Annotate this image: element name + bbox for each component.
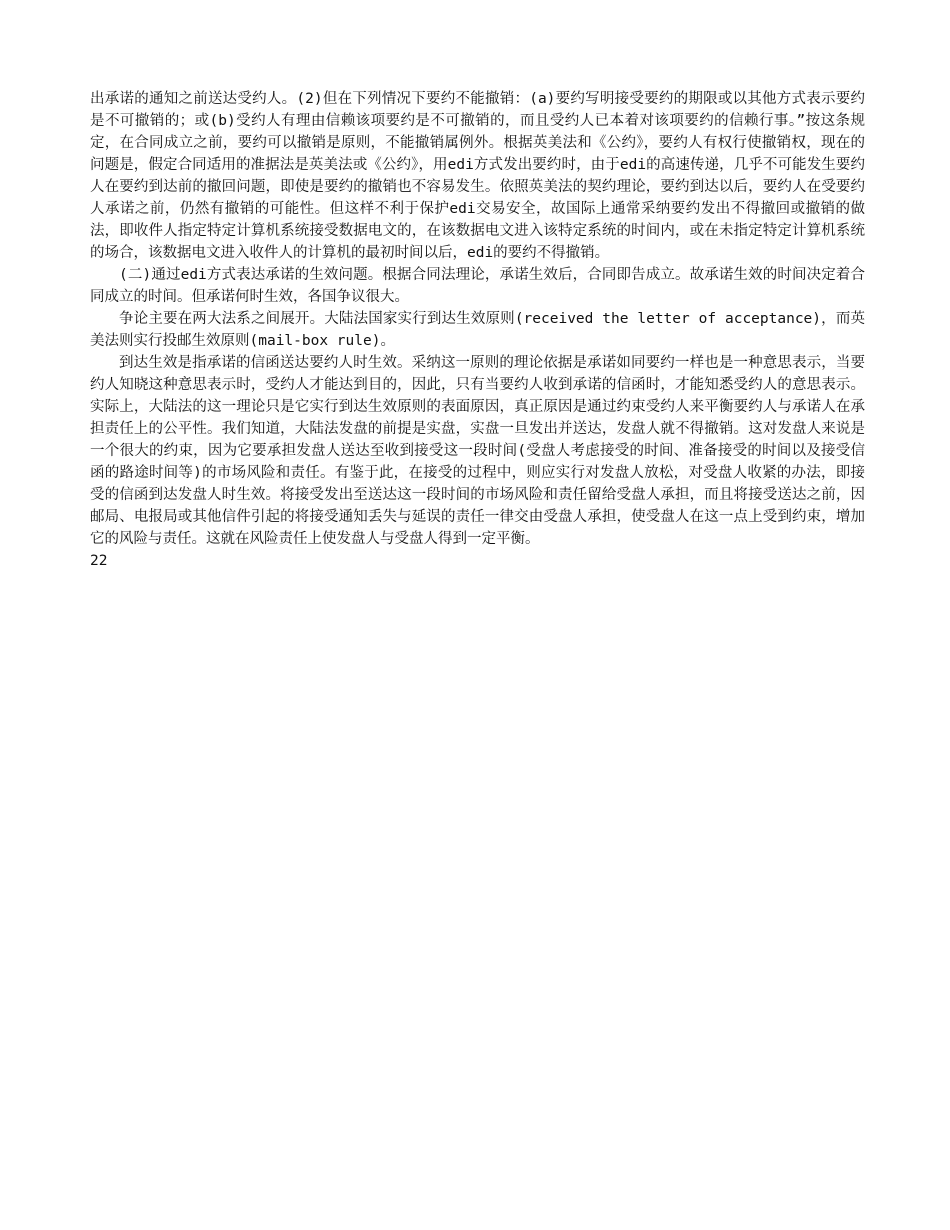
paragraph-4: 到达生效是指承诺的信函送达要约人时生效。采纳这一原则的理论依据是承诺如同要约一样也是一种意思表示，当要约人知晓这种意思表示时，受约人才能达到目的，因此，只有当要约人收到承诺的信函时，才能知悉受约人的意思表示。实际上，大陆法的这一理论只是它实行到达生效原则的表面原因，真正原因是通过约束受约人来平衡要约人与承诺人在承担责任上的公平性。我们知道，大陆法发盘的前提是实盘，实盘一旦发出并送达，发盘人就不得撤销。这对发盘人来说是一个很大的约束，因为它要承担发盘人送达至收到接受这一段时间(受盘人考虑接受的时间、准备接受的时间以及接受信函的路途时间等)的市场风险和责任。有鉴于此，在接受的过程中，则应实行对发盘人放松，对受盘人收紧的办法，即接受的信函到达发盘人时生效。将接受发出至送达这一段时间的市场风险和责任留给受盘人承担，而且将接受送达之前，因邮局、电报局或其他信件引起的将接受通知丢失与延误的责任一律交由受盘人承担，使受盘人在这一点上受到约束，增加它的风险与责任。这就在风险责任上使发盘人与受盘人得到一定平衡。 [90, 355, 865, 547]
page-number: 22 [90, 553, 108, 569]
paragraph-3: 争论主要在两大法系之间展开。大陆法国家实行到达生效原则(received the letter of acceptance)，而英美法则实行投邮生效原则(mail-box rule)。 [90, 311, 865, 349]
paragraph-2: (二)通过edi方式表达承诺的生效问题。根据合同法理论，承诺生效后，合同即告成立。故承诺生效的时间决定着合同成立的时间。但承诺何时生效，各国争议很大。 [90, 267, 865, 305]
paragraph-1: 出承诺的通知之前送达受约人。(2)但在下列情况下要约不能撤销：(a)要约写明接受要约的期限或以其他方式表示要约是不可撤销的；或(b)受约人有理由信赖该项要约是不可撤销的，而且受约人已本着对该项要约的信赖行事。”按这条规定，在合同成立之前，要约可以撤销是原则，不能撤销属例外。根据英美法和《公约》，要约人有权行使撤销权，现在的问题是，假定合同适用的准据法是英美法或《公约》，用edi方式发出要约时，由于edi的高速传递，几乎不可能发生要约人在要约到达前的撤回问题，即使是要约的撤销也不容易发生。依照英美法的契约理论，要约到达以后，要约人在受要约人承诺之前，仍然有撤销的可能性。但这样不利于保护edi交易安全，故国际上通常采纳要约发出不得撤回或撤销的做法，即收件人指定特定计算机系统接受数据电文的，在该数据电文进入该特定系统的时间内，或在未指定特定计算机系统的场合，该数据电文进入收件人的计算机的最初时间以后，edi的要约不得撤销。 [90, 91, 865, 261]
document-page [90, 88, 865, 572]
